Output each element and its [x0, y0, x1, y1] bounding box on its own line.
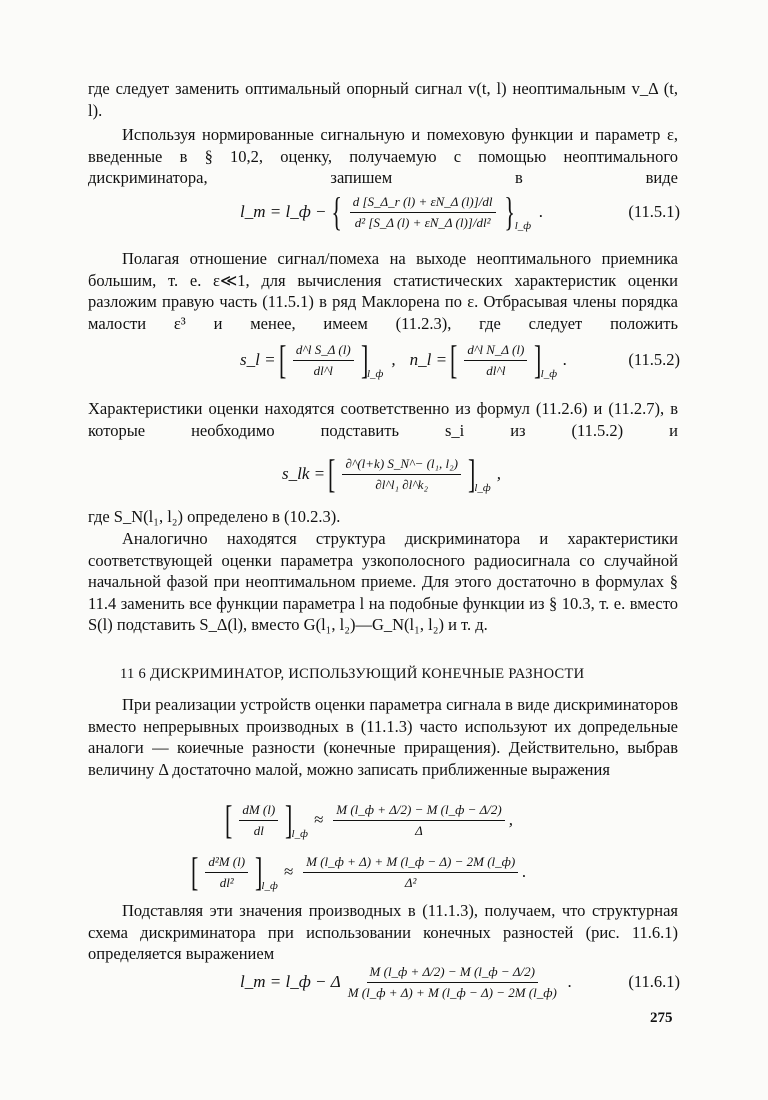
- paragraph-7: При реализации устройств оценки параметра сигнала в виде дискриминаторов вместо непрерывных производных в (11.1.3) часто используют их допредельные аналоги — коиечные разности (конечные приращения). Действительно, выбрав величину Δ достаточно малой, можно записать приближенные выражения: [88, 695, 678, 779]
- eq2-s-bracket-right: ]: [360, 337, 368, 382]
- eq5-rhs-denominator: Δ²: [404, 874, 417, 890]
- eq2-n-bracket-right: ]: [534, 337, 542, 382]
- eq5-subscript: l_ф: [261, 880, 278, 892]
- eq5-rhs-fraction: [303, 854, 518, 891]
- paragraph-5: где S_N(l₁, l₂) определено в (10.2.3).: [88, 507, 341, 526]
- eq5-approx: ≈: [283, 862, 294, 881]
- eq2-n-bracket-left: [: [450, 337, 458, 382]
- eq5-rhs-numerator: M (l_ф + Δ) + M (l_ф − Δ) − 2M (l_ф): [303, 854, 518, 873]
- equation-s-lk: [282, 444, 502, 504]
- eq3-subscript: l_ф: [474, 482, 491, 494]
- paragraph-4: Характеристики оценки находятся соответственно из формул (11.2.6) и (11.2.7), в которые необходимо подставить s_i из (11.5.2) и: [88, 399, 678, 440]
- equation-11-6-1: [240, 952, 600, 1012]
- eq1-subscript: l_ф: [514, 220, 532, 232]
- eq2-comma: ,: [391, 350, 396, 369]
- equation-number-11-5-1: (11.5.1): [628, 202, 680, 221]
- eq4-rhs-numerator: M (l_ф + Δ/2) − M (l_ф − Δ/2): [333, 802, 504, 821]
- eq2-n-denominator: dl^l: [486, 362, 506, 378]
- eq4-lhs-fraction: [239, 802, 278, 839]
- eq2-s-numerator: d^l S_Δ (l): [293, 342, 354, 361]
- eq4-rhs-fraction: [333, 802, 504, 839]
- eq4-rhs-denominator: Δ: [415, 822, 423, 838]
- eq6-lhs: l_m = l_ф − Δ: [240, 972, 341, 991]
- eq2-s-subscript: l_ф: [366, 368, 384, 380]
- equation-number-11-6-1: (11.6.1): [628, 972, 680, 991]
- eq3-lhs: s_lk =: [282, 464, 326, 483]
- eq3-fraction: [342, 456, 461, 493]
- eq2-n-numerator: d^l N_Δ (l): [464, 342, 527, 361]
- eq2-s-fraction: [293, 342, 354, 379]
- eq1-dot: .: [539, 202, 544, 221]
- eq5-lhs-numerator: d²M (l): [205, 854, 248, 873]
- eq2-s-denominator: dl^l: [313, 362, 333, 378]
- paragraph-8: Подставляя эти значения производных в (11.1.3), получаем, что структурная схема дискриминатора при использовании конечных разностей (рис. 11.6.1) определяется выражением: [88, 901, 678, 963]
- eq2-n-fraction: [464, 342, 527, 379]
- paragraph-6: Аналогично находятся структура дискриминатора и характеристики соответствующей оценки параметра узкополосного радиосигнала со случайной начальной фазой при неоптимальном приеме. Для этого достаточно в формулах § 11.4 заменить все функции параметра l на подобные функции из § 10.3, т. е. вместо S(l) подставить S_Δ(l), вместо G(l₁, l₂)—G_N(l₁, l₂) и т. д.: [88, 529, 678, 634]
- eq3-comma: ,: [496, 464, 501, 483]
- eq6-fraction: [345, 964, 560, 1001]
- eq6-denominator: M (l_ф + Δ) + M (l_ф − Δ) − 2M (l_ф): [347, 984, 557, 1000]
- eq5-bracket-right: ]: [255, 849, 263, 894]
- eq2-s-lhs: s_l =: [240, 350, 276, 369]
- paragraph-2: Используя нормированные сигнальную и помеховую функции и параметр ε, введенные в § 10,2, оценку, получаемую с помощью неоптимального дискриминатора, запишем в виде: [88, 125, 678, 187]
- eq1-lhs: l_m = l_ф −: [240, 202, 327, 221]
- eq4-subscript: l_ф: [291, 828, 308, 840]
- equation-11-5-2: [240, 330, 568, 390]
- eq2-dot: .: [563, 350, 568, 369]
- eq4-approx: ≈: [313, 810, 324, 829]
- page-number: 275: [650, 1010, 673, 1026]
- section-heading: 11 6 ДИСКРИМИНАТОР, ИСПОЛЬЗУЮЩИЙ КОНЕЧНЫЕ РАЗНОСТИ: [120, 666, 585, 682]
- eq4-tail: ,: [508, 810, 513, 829]
- eq1-numerator: d [S_Δ_r (l) + εN_Δ (l)]/dl: [350, 194, 496, 213]
- eq4-lhs-numerator: dM (l): [239, 802, 278, 821]
- eq3-numerator: ∂^(l+k) S_N^− (l₁, l₂): [342, 456, 461, 475]
- eq1-brace-right: }: [503, 189, 515, 234]
- equation-first-difference: [222, 790, 562, 850]
- equation-11-5-1: [240, 182, 680, 242]
- eq1-denominator: d² [S_Δ (l) + εN_Δ (l)]/dl²: [354, 214, 491, 230]
- eq2-n-subscript: l_ф: [540, 368, 558, 380]
- equation-number-11-5-2: (11.5.2): [628, 350, 680, 369]
- eq5-tail: .: [522, 862, 527, 881]
- eq2-s-bracket-left: [: [278, 337, 286, 382]
- eq1-brace-left: {: [330, 189, 342, 234]
- eq4-bracket-right: ]: [285, 797, 293, 842]
- eq4-bracket-left: [: [224, 797, 233, 842]
- eq2-n-lhs: n_l =: [409, 350, 448, 369]
- eq5-lhs-denominator: dl²: [219, 874, 234, 890]
- eq3-bracket-left: [: [328, 451, 336, 496]
- eq3-bracket-right: ]: [468, 451, 476, 496]
- eq4-lhs-denominator: dl: [253, 822, 264, 838]
- eq5-lhs-fraction: [205, 854, 248, 891]
- eq3-denominator: ∂l^l₁ ∂l^k₂: [375, 476, 429, 492]
- eq1-fraction: [350, 194, 496, 231]
- equation-second-difference: [188, 842, 578, 902]
- paragraph-3: Полагая отношение сигнал/помеха на выходе неоптимального приемника большим, т. е. ε≪1, для вычисления статистических характеристик оценки разложим правую часть (11.5.1) в ряд Маклорена по ε. Отбрасывая члены порядка малости ε³ и менее, имеем (11.2.3), где следует положить: [88, 249, 678, 333]
- eq6-numerator: M (l_ф + Δ/2) − M (l_ф − Δ/2): [367, 964, 538, 983]
- paragraph-1: где следует заменить оптимальный опорный сигнал v(t, l) неоптимальным v_Δ (t, l).: [88, 79, 678, 120]
- eq6-dot: .: [567, 972, 573, 991]
- eq5-bracket-left: [: [190, 849, 199, 894]
